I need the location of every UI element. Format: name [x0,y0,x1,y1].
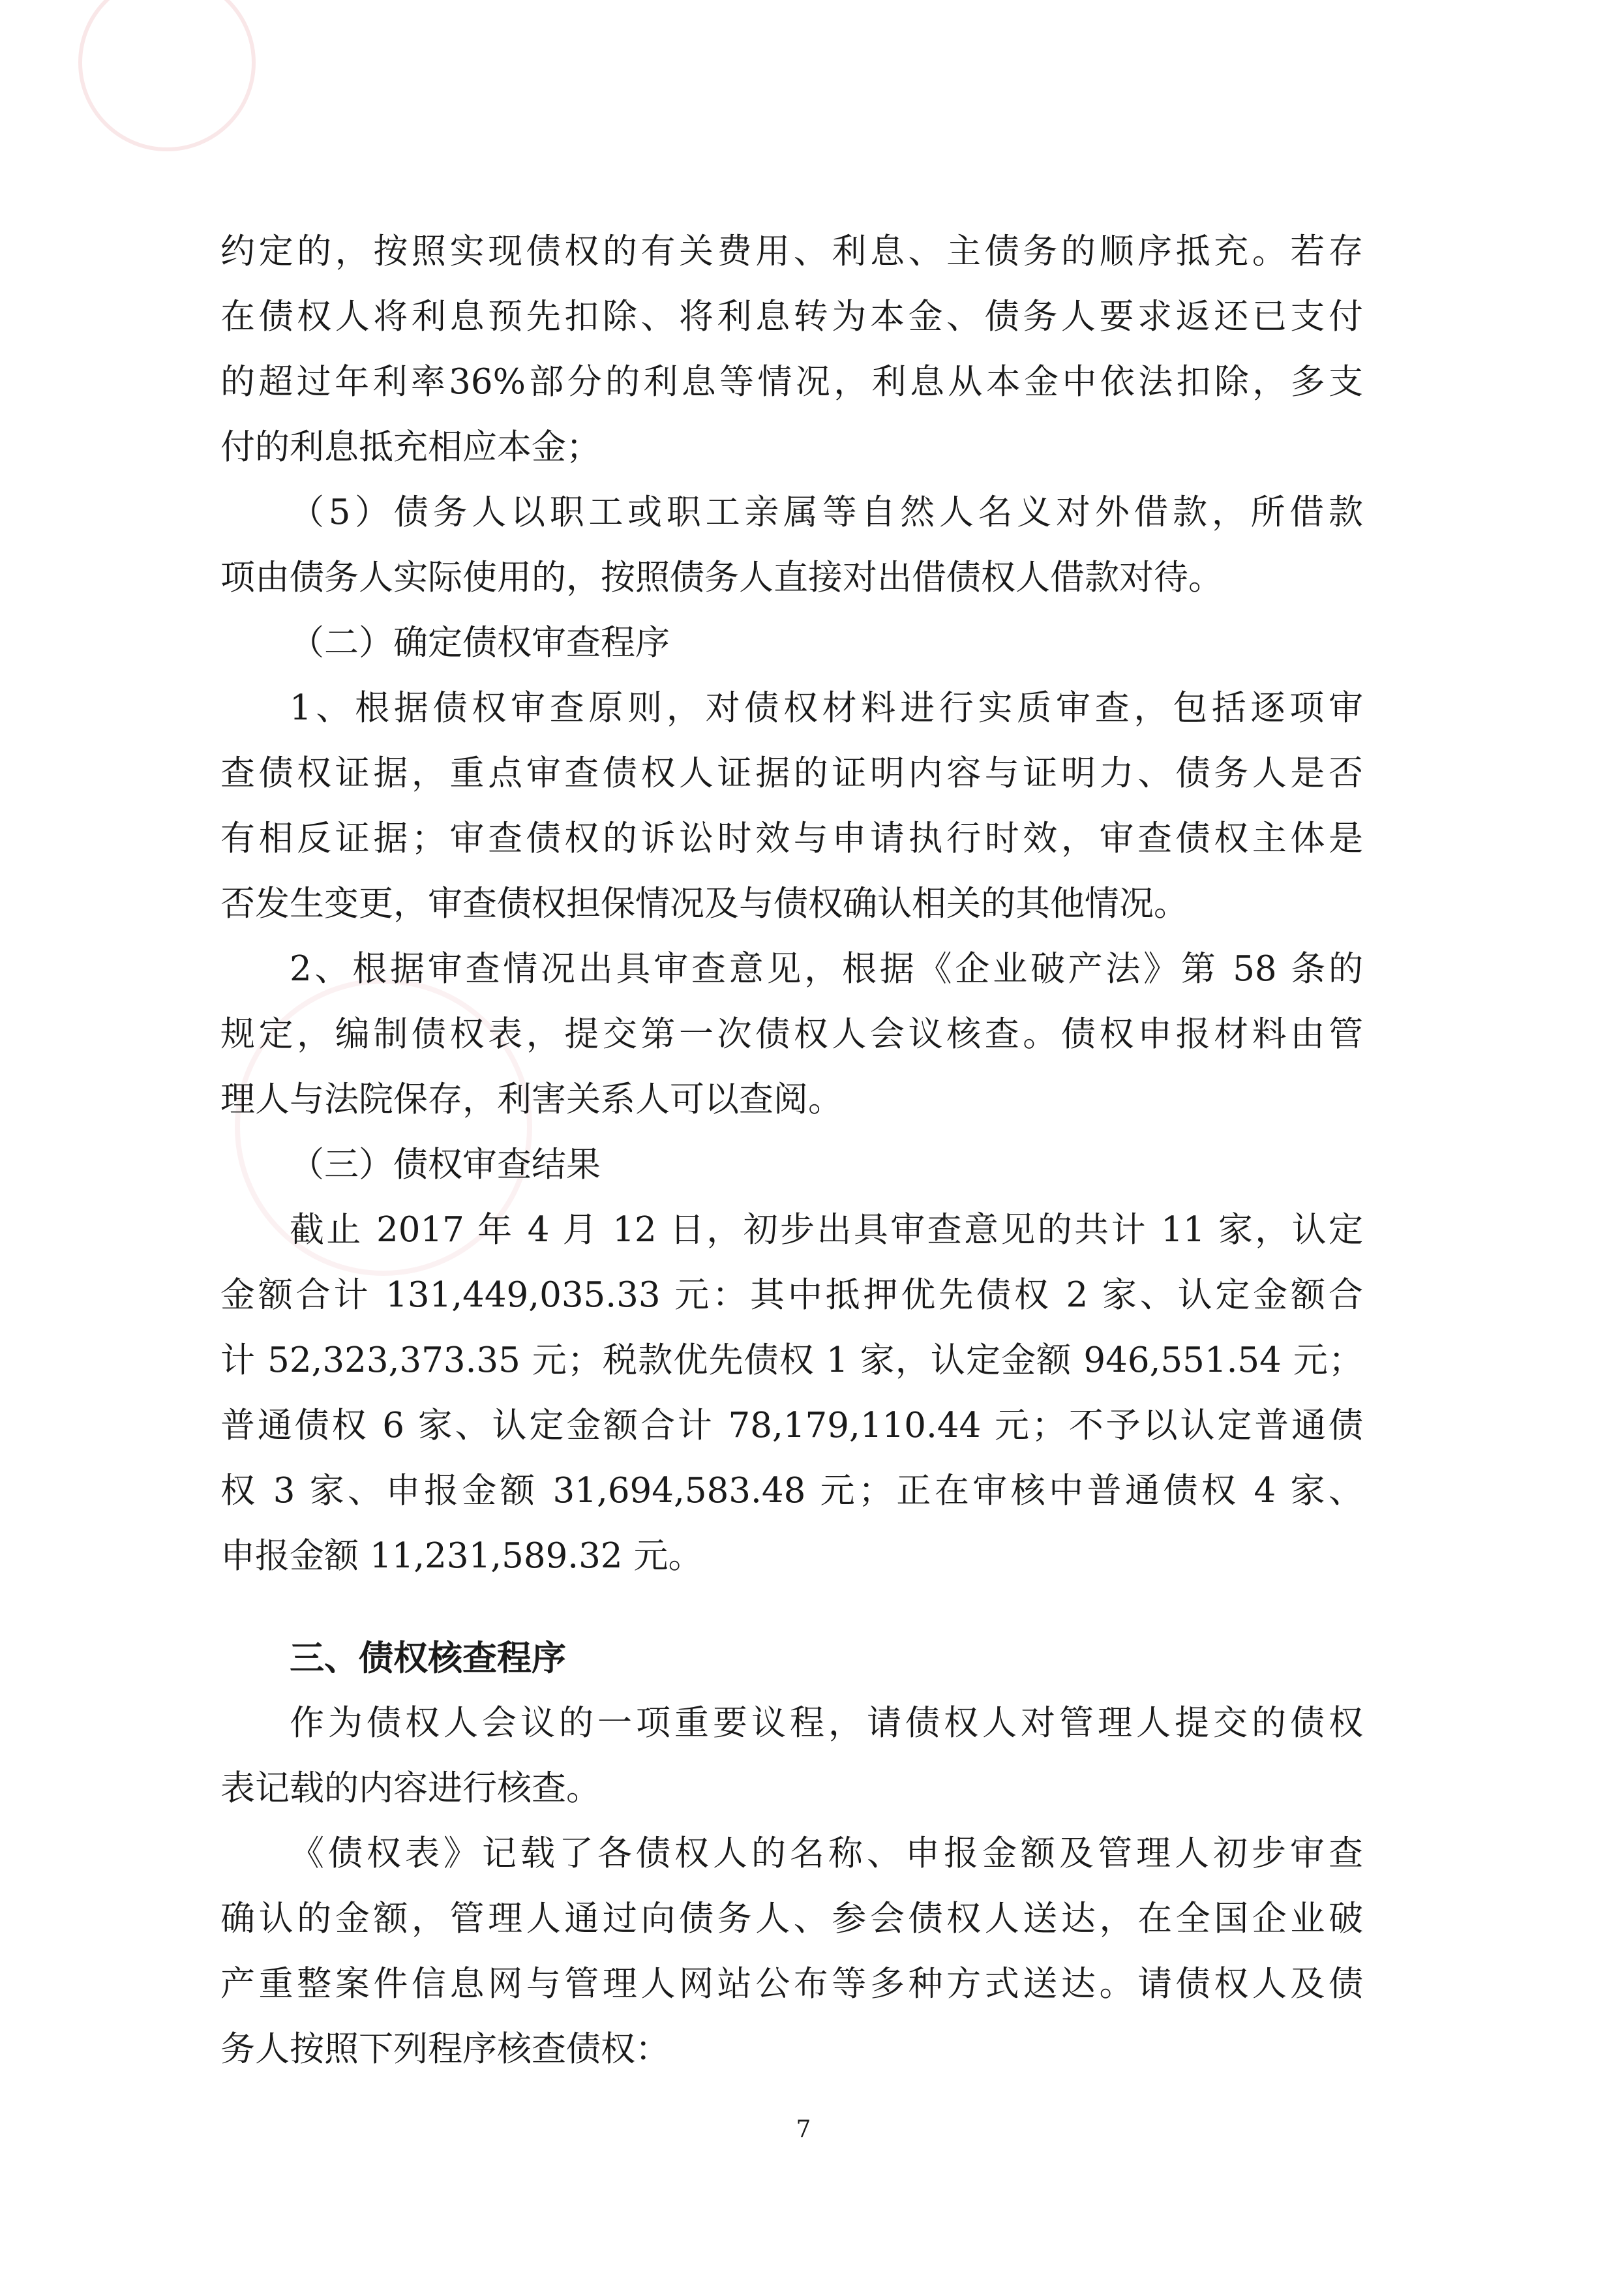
text-line: 确认的金额，管理人通过向债务人、参会债权人送达，在全国企业破 [220,1899,1363,1939]
text-line: 产重整案件信息网与管理人网站公布等多种方式送达。请债权人及债 [220,1964,1363,2004]
chapter-heading: 三、债权核查程序 [290,1638,566,1678]
text-line: 《债权表》记载了各债权人的名称、申报金额及管理人初步审查 [290,1834,1363,1873]
page-number: 7 [796,2116,811,2143]
text-line: 截止 2017 年 4 月 12 日，初步出具审查意见的共计 11 家，认定 [290,1210,1363,1250]
text-line: 作为债权人会议的一项重要议程，请债权人对管理人提交的债权 [290,1703,1363,1743]
text-line: 付的利息抵充相应本金； [220,427,601,467]
text-line: 否发生变更，审查债权担保情况及与债权确认相关的其他情况。 [220,884,1188,924]
text-line: 理人与法院保存，利害关系人可以查阅。 [220,1080,843,1119]
text-line: 务人按照下列程序核查债权： [220,2029,670,2069]
text-line: 2、根据审查情况出具审查意见，根据《企业破产法》第 58 条的 [290,949,1363,989]
text-line: 金额合计 131,449,035.33 元：其中抵押优先债权 2 家、认定金额合 [220,1275,1363,1315]
text-line: 计 52,323,373.35 元；税款优先债权 1 家，认定金额 946,551.54 元； [220,1340,1363,1380]
text-line: 普通债权 6 家、认定金额合计 78,179,110.44 元；不予以认定普通债 [220,1406,1363,1445]
text-line: 权 3 家、申报金额 31,694,583.48 元；正在审核中普通债权 4 家、 [220,1471,1363,1511]
seal-stamp-faint [78,0,256,151]
section-heading: （二）确定债权审查程序 [290,623,670,663]
document-body [220,219,1363,2082]
text-line: 有相反证据；审查债权的诉讼时效与申请执行时效，审查债权主体是 [220,819,1363,858]
section-heading: （三）债权审查结果 [290,1145,601,1185]
text-line: 的超过年利率36%部分的利息等情况，利息从本金中依法扣除，多支 [220,362,1363,402]
text-line: 约定的，按照实现债权的有关费用、利息、主债务的顺序抵充。若存 [220,232,1363,271]
text-line: 查债权证据，重点审查债权人证据的证明内容与证明力、债务人是否 [220,753,1363,793]
text-line: 1、根据债权审查原则，对债权材料进行实质审查，包括逐项审 [290,688,1363,728]
text-line: 规定，编制债权表，提交第一次债权人会议核查。债权申报材料由管 [220,1014,1363,1054]
text-line: 申报金额 11,231,589.32 元。 [220,1536,703,1576]
text-line: 表记载的内容进行核查。 [220,1768,601,1808]
text-line: 项由债务人实际使用的，按照债务人直接对出借债权人借款对待。 [220,558,1223,597]
text-line: 在债权人将利息预先扣除、将利息转为本金、债务人要求返还已支付 [220,297,1363,337]
text-line: （5）债务人以职工或职工亲属等自然人名义对外借款，所借款 [290,492,1363,532]
